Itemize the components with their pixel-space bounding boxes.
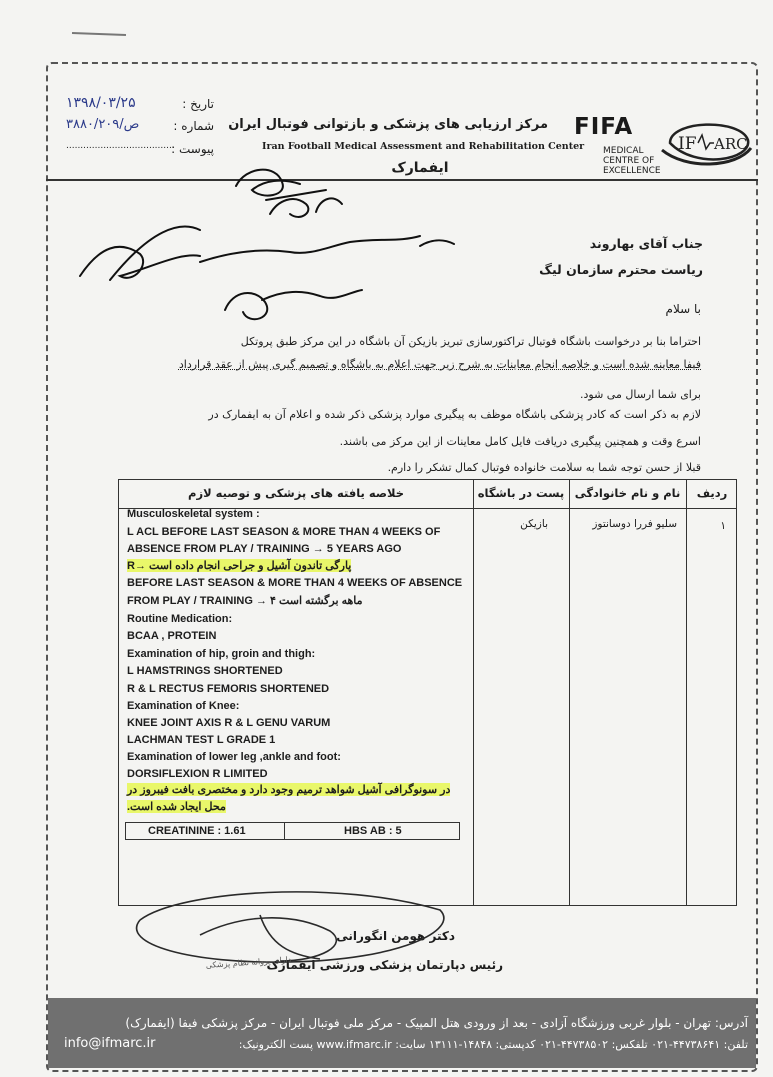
date-value: ۱۳۹۸/۰۳/۲۵ — [66, 95, 136, 111]
signatory-title: رئیس دپارتمان پزشکی ورزشی ایفمارک — [266, 958, 503, 972]
medical-centre-text: MEDICAL CENTRE OF EXCELLENCE — [603, 146, 661, 176]
finding-line: BEFORE LAST SEASON & MORE THAN 4 WEEKS OF ABSENCE — [127, 577, 463, 589]
recipient-name: جناب آقای بهاروند — [589, 236, 703, 251]
finding-line: Examination of hip, groin and thigh: — [127, 648, 316, 660]
finding-line: L HAMSTRINGS SHORTENED — [127, 665, 283, 677]
recipient-title: ریاست محترم سازمان لیگ — [539, 262, 703, 277]
finding-line: Musculoskeletal system : — [127, 508, 260, 520]
date-label: تاریخ : — [182, 97, 214, 111]
player-post: بازیکن — [520, 518, 548, 530]
finding-line: FROM PLAY / TRAINING → ۴ ماهه برگشته است — [127, 595, 363, 607]
finding-line: Routine Medication: — [127, 613, 233, 625]
finding-line-highlighted: در سونوگرافی آشیل شواهد ترمیم وجود دارد و مختصری بافت فیبروز در — [127, 784, 451, 796]
body-p1-line3: برای شما ارسال می شود. — [580, 388, 701, 401]
finding-line-highlighted: پارگی تاندون آشیل و جراحی انجام داده است →R — [127, 560, 352, 572]
finding-line: L ACL BEFORE LAST SEASON & MORE THAN 4 WEEKS OF — [127, 526, 441, 538]
svg-text:IF: IF — [678, 134, 697, 154]
attachment-value: ...................................... — [66, 141, 175, 151]
finding-line: DORSIFLEXION R LIMITED — [127, 768, 268, 780]
body-p1-line1: احتراما بنا بر درخواست باشگاه فوتبال تراکتورسازی تبریز بازیکن آن باشگاه در این مرکز طبق پروتکل — [240, 335, 701, 348]
finding-line: LACHMAN TEST L GRADE 1 — [127, 734, 276, 746]
body-p2-line2: اسرع وقت و همچنین پیگیری دریافت فایل کامل معاینات از این مرکز می باشند. — [339, 435, 701, 448]
attachment-label: پیوست : — [171, 142, 214, 156]
header-findings: خلاصه یافته های پزشکی و توصیه لازم — [188, 486, 404, 500]
center-name-en: Iran Football Medical Assessment and Rehabilitation Center — [262, 141, 585, 152]
footer-address: آدرس: تهران - بلوار غربی ورزشگاه آزادی - بعد از ورودی هتل المپیک - مرکز ملی فوتبال ایران - مرکز پزشکی فیفا (ایفمارک) — [125, 1016, 748, 1030]
greeting: با سلام — [665, 302, 701, 316]
row-number: ۱ — [720, 520, 726, 532]
creatinine-value: CREATININE : 1.61 — [148, 825, 246, 837]
ifmarc-fa-name: ایفمارک — [391, 160, 449, 176]
hbs-value: HBS AB : 5 — [344, 825, 402, 837]
player-name: سلیو فررا دوسانتوز — [592, 518, 677, 530]
finding-line: BCAA , PROTEIN — [127, 630, 217, 642]
number-value: ۳۸۸۰/ص/۲۰۹ — [66, 117, 140, 132]
footer-email[interactable]: info@ifmarc.ir — [64, 1036, 156, 1051]
svg-text:ARC: ARC — [714, 135, 748, 153]
finding-line: R & L RECTUS FEMORIS SHORTENED — [127, 683, 330, 695]
body-p3: قبلا از حسن توجه شما به سلامت خانواده فوتبال کمال تشکر را دارم. — [387, 461, 701, 474]
footer-bar — [48, 998, 756, 1068]
svg-text:دارای پروانه نظام پزشکی: دارای پروانه نظام پزشکی — [205, 955, 292, 970]
fifa-logo: FIFA — [574, 114, 634, 140]
finding-line: Examination of lower leg ,ankle and foot: — [127, 751, 341, 763]
header-row-number: ردیف — [696, 486, 728, 500]
number-label: شماره : — [173, 119, 214, 133]
body-p2-line1: لازم به ذکر است که کادر پزشکی باشگاه موظف به پیگیری موارد پزشکی ذکر شده و اعلام آن به ایفمارک در — [208, 408, 701, 421]
finding-line-highlighted: محل ایجاد شده است. — [127, 801, 226, 813]
header-name: نام و نام خانوادگی — [574, 486, 681, 500]
footer-contact: تلفن: ۴۴۷۳۸۶۴۱-۰۲۱ تلفکس: ۴۴۷۳۸۵۰۲-۰۲۱ کدپستی: ۱۴۸۴۸-۱۳۱۱۱ سایت: www.ifmarc.ir پست الکترونیک: — [238, 1038, 748, 1051]
center-name-fa: مرکز ارزیابی های پزشکی و بازتوانی فوتبال ایران — [228, 117, 548, 132]
header-post: پست در باشگاه — [477, 486, 565, 500]
signatory-name: دکتر هومن انگورانی — [336, 929, 455, 943]
body-p1-line2: فیفا معاینه شده است و خلاصه انجام معاینات به شرح زیر جهت اعلام به باشگاه و تصمیم گیری پیش از عقد قرارداد — [178, 358, 701, 371]
finding-line: KNEE JOINT AXIS R & L GENU VARUM — [127, 717, 331, 729]
finding-line: ABSENCE FROM PLAY / TRAINING → 5 YEARS AGO — [127, 543, 402, 555]
finding-line: Examination of Knee: — [127, 700, 240, 712]
